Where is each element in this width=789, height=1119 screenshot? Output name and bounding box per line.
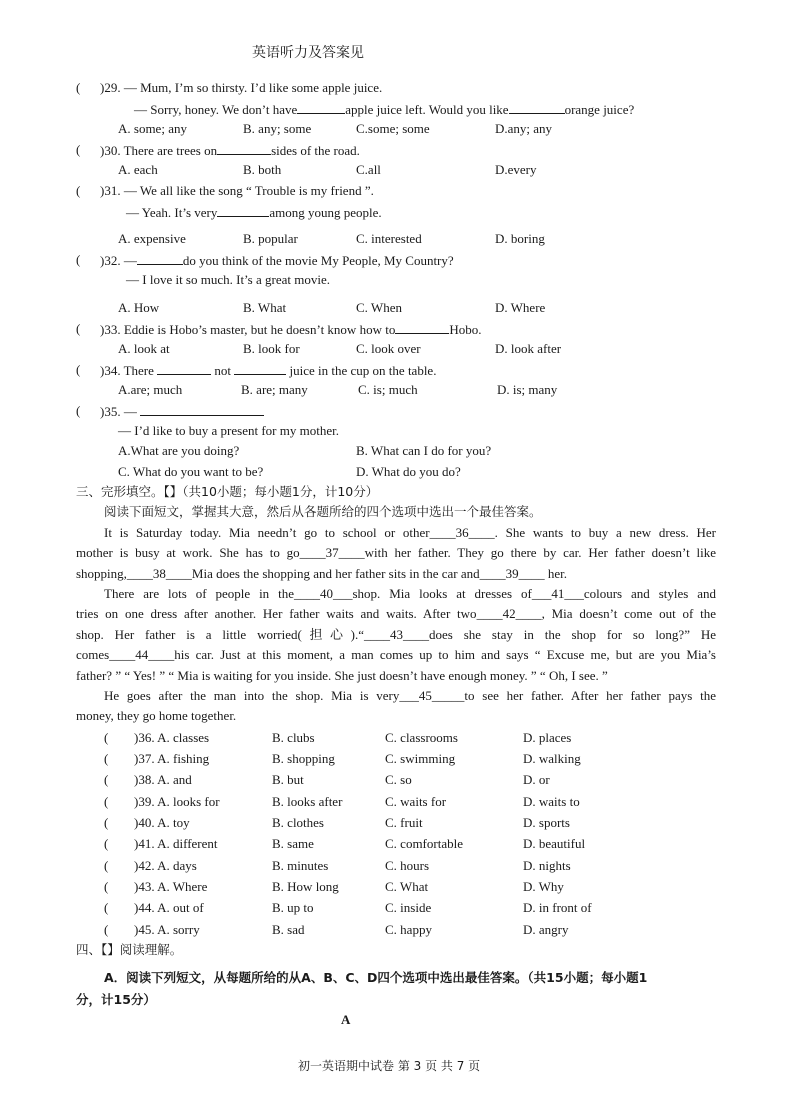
option-b: B. popular — [243, 231, 298, 246]
blank-number-43: ____43____ — [364, 627, 430, 642]
passage-text: It is Saturday today. Mia needn’t go to school or other — [104, 525, 430, 540]
blank-label: 40 — [320, 586, 333, 601]
option-d: D.any; any — [495, 121, 553, 136]
cloze-option-b: B. sad — [272, 922, 305, 937]
passage-text: her. — [547, 566, 568, 581]
blank-number-36: ____36____ — [429, 525, 495, 540]
passage-line — [76, 647, 716, 663]
question-31-reply — [126, 204, 382, 221]
cloze-option-a: )44. A. out of — [134, 900, 204, 915]
blank-label: 37 — [325, 545, 339, 560]
passage-line: money, they go home together. — [76, 708, 237, 723]
reply-part: among young people. — [269, 205, 382, 220]
option-c: C. interested — [356, 231, 422, 246]
option-d: D. What do you do? — [356, 464, 461, 479]
passage-line — [76, 606, 716, 622]
cloze-option-a: )42. A. days — [134, 858, 197, 873]
passage-text: There are lots of people in the — [104, 586, 294, 601]
passage-text: colours and styles and — [583, 586, 717, 601]
passage-text: He goes after the man into the shop. Mia is very — [104, 688, 400, 703]
cloze-option-d: D. angry — [523, 922, 569, 937]
cloze-option-b: B. How long — [272, 879, 339, 894]
cloze-paren: ( — [104, 730, 109, 745]
cloze-option-d: D. waits to — [523, 794, 580, 809]
cloze-option-b: B. but — [272, 772, 304, 787]
option-a: A. expensive — [118, 231, 186, 246]
passage-text: with her father. They go there by car. Her father doesn’t like — [364, 545, 716, 560]
option-a: A.What are you doing? — [118, 443, 240, 458]
passage-text: , Mia doesn’t come out of the — [541, 606, 716, 621]
option-a: A. look at — [118, 341, 170, 356]
answer-blank — [395, 321, 449, 334]
option-a: A. some; any — [118, 121, 187, 136]
passage-text: comes — [76, 647, 110, 662]
answer-blank — [137, 252, 183, 265]
option-b: B. both — [243, 162, 282, 177]
section-3-title: 三、完形填空。【】（共10小题；每小题1分，计10分） — [76, 484, 379, 499]
question-34-stem — [100, 362, 436, 379]
cloze-option-c: C. so — [385, 772, 412, 787]
option-b: B. are; many — [241, 382, 308, 397]
option-a: A. each — [118, 162, 158, 177]
stem-part: Hobo. — [449, 322, 482, 337]
question-35-reply: — I’d like to buy a present for my mother. — [118, 423, 339, 438]
reply-part: — Yeah. It’s very — [126, 205, 218, 220]
cloze-option-c: C. swimming — [385, 751, 456, 766]
question-31-paren: ( — [76, 183, 81, 198]
blank-number-40: ____40___ — [294, 586, 353, 601]
cloze-paren: ( — [104, 794, 109, 809]
blank-label: 44 — [135, 647, 149, 662]
cloze-option-a: )45. A. sorry — [134, 922, 200, 937]
option-c: C.all — [356, 162, 381, 177]
cloze-paren: ( — [104, 836, 109, 851]
blank-number-38: ____38____ — [126, 566, 192, 581]
passage-line — [104, 586, 716, 602]
blank-number-37: ____37____ — [299, 545, 365, 560]
page-header: 英语听力及答案见 — [252, 46, 364, 61]
question-29-stem: )29. — Mum, I’m so thirsty. I’d like some apple juice. — [100, 80, 383, 95]
option-d: D.every — [495, 162, 537, 177]
option-a: A.are; much — [118, 382, 183, 397]
cloze-option-b: B. clothes — [272, 815, 324, 830]
cloze-option-d: D. in front of — [523, 900, 592, 915]
option-b: B. What can I do for you? — [356, 443, 492, 458]
answer-blank — [217, 204, 269, 217]
cloze-option-d: D. walking — [523, 751, 581, 766]
question-30-paren: ( — [76, 142, 81, 157]
stem-part: )32. — — [100, 253, 137, 268]
cloze-option-a: )43. A. Where — [134, 879, 208, 894]
blank-number-45: ___45_____ — [399, 688, 465, 703]
option-d: D. Where — [495, 300, 546, 315]
reply-part: orange juice? — [564, 102, 635, 117]
passage-text: Mia does the shopping and her father sits in the car and — [191, 566, 480, 581]
passage-text: shopping, — [76, 566, 127, 581]
cloze-option-a: )41. A. different — [134, 836, 218, 851]
option-d: D. is; many — [497, 382, 558, 397]
cloze-option-a: )37. A. fishing — [134, 751, 210, 766]
blank-label: 36 — [455, 525, 469, 540]
option-b: B. any; some — [243, 121, 312, 136]
cloze-paren: ( — [104, 751, 109, 766]
passage-text: his car. Just at this moment, a man comes up to him and says “ Excuse me, but are you Mia’s — [174, 647, 716, 662]
cloze-option-b: B. minutes — [272, 858, 329, 873]
option-a: A. How — [118, 300, 160, 315]
stem-part: juice in the cup on the table. — [289, 363, 437, 378]
passage-line — [76, 566, 567, 582]
passage-text: to see her father. After her father pays the — [464, 688, 717, 703]
cloze-option-b: B. same — [272, 836, 314, 851]
passage-line: father? ” “ Yes! ” “ Mia is waiting for you inside. She just doesn’t have enough money. ” “ Oh, I see. ” — [76, 668, 608, 683]
section-4-title: 四、【】阅读理解。 — [76, 942, 183, 957]
blank-label: 39 — [505, 566, 519, 581]
page-footer: 初一英语期中试卷 第 3 页 共 7 页 — [298, 1059, 481, 1073]
cloze-paren: ( — [104, 879, 109, 894]
cloze-option-b: B. shopping — [272, 751, 335, 766]
cloze-option-c: C. waits for — [385, 794, 447, 809]
cloze-option-a: )39. A. looks for — [134, 794, 220, 809]
question-32-reply: — I love it so much. It’s a great movie. — [126, 272, 330, 287]
cloze-option-a: )40. A. toy — [134, 815, 190, 830]
cloze-paren: ( — [104, 922, 109, 937]
passage-line — [76, 627, 716, 643]
question-29-paren: ( — [76, 80, 81, 95]
answer-blank — [217, 142, 271, 155]
cloze-option-d: D. nights — [523, 858, 571, 873]
cloze-option-c: C. inside — [385, 900, 432, 915]
answer-blank — [157, 362, 211, 375]
passage-text: shop. Her father is a little worried(担心).“ — [76, 627, 365, 642]
section-3-instruction: 阅读下面短文，掌握其大意，然后从各题所给的四个选项中选出一个最佳答案。 — [104, 504, 542, 519]
cloze-option-c: C. hours — [385, 858, 430, 873]
option-d: D. look after — [495, 341, 562, 356]
option-c: C. What do you want to be? — [118, 464, 264, 479]
passage-line — [104, 525, 716, 541]
passage-text: . She wants to buy a new dress. Her — [494, 525, 717, 540]
blank-number-41: ___41___ — [531, 586, 584, 601]
question-35-paren: ( — [76, 403, 81, 418]
blank-number-39: ____39____ — [479, 566, 545, 581]
answer-blank — [234, 362, 286, 375]
option-c: C.some; some — [356, 121, 430, 136]
question-31-stem: )31. — We all like the song “ Trouble is my friend ”. — [100, 183, 374, 198]
answer-blank — [297, 101, 345, 114]
question-33-paren: ( — [76, 321, 81, 336]
reply-part: apple juice left. Would you like — [345, 102, 509, 117]
cloze-option-d: D. Why — [523, 879, 564, 894]
blank-label: 42 — [502, 606, 516, 621]
cloze-option-b: B. looks after — [272, 794, 343, 809]
question-32-paren: ( — [76, 252, 81, 267]
question-35-stem — [100, 403, 264, 420]
passage-text: tries on one dress after another. Her father waits and waits. After two — [76, 606, 477, 621]
option-c: C. look over — [356, 341, 421, 356]
cloze-option-d: D. sports — [523, 815, 570, 830]
stem-part: )30. There are trees on — [100, 143, 218, 158]
cloze-option-a: )36. A. classes — [134, 730, 210, 745]
cloze-option-c: C. fruit — [385, 815, 423, 830]
passage-text: does she stay in the shop for so long?” He — [429, 627, 716, 642]
blank-number-44: ____44____ — [109, 647, 175, 662]
answer-blank — [509, 101, 565, 114]
cloze-option-d: D. beautiful — [523, 836, 586, 851]
question-34-paren: ( — [76, 362, 81, 377]
blank-label: 45 — [418, 688, 432, 703]
section-4-instruction-cont: 分，计15分） — [76, 992, 156, 1007]
stem-part: do you think of the movie My People, My Country? — [182, 253, 454, 268]
blank-label: 43 — [390, 627, 404, 642]
option-b: B. What — [243, 300, 287, 315]
stem-part: not — [214, 363, 232, 378]
blank-number-42: ____42____ — [476, 606, 542, 621]
question-30-stem — [100, 142, 360, 159]
cloze-paren: ( — [104, 772, 109, 787]
cloze-option-c: C. classrooms — [385, 730, 458, 745]
question-29-reply — [134, 101, 634, 118]
passage-label: A — [341, 1012, 351, 1027]
option-c: C. is; much — [358, 382, 418, 397]
stem-part: )33. Eddie is Hobo’s master, but he doesn’t know how to — [100, 322, 396, 337]
cloze-option-c: C. happy — [385, 922, 432, 937]
question-33-stem — [100, 321, 481, 338]
cloze-option-c: C. comfortable — [385, 836, 463, 851]
cloze-paren: ( — [104, 858, 109, 873]
question-32-stem — [100, 252, 454, 269]
cloze-option-d: D. places — [523, 730, 572, 745]
passage-line — [76, 545, 716, 561]
passage-text: mother is busy at work. She has to go — [76, 545, 300, 560]
stem-part: )34. There — [100, 363, 154, 378]
cloze-option-b: B. up to — [272, 900, 314, 915]
blank-label: 41 — [551, 586, 565, 601]
passage-line — [104, 688, 716, 704]
option-c: C. When — [356, 300, 402, 315]
cloze-option-a: )38. A. and — [134, 772, 192, 787]
cloze-option-c: C. What — [385, 879, 429, 894]
answer-blank — [140, 403, 264, 416]
blank-label: 38 — [152, 566, 166, 581]
cloze-paren: ( — [104, 815, 109, 830]
stem-part: )35. — — [100, 404, 137, 419]
cloze-paren: ( — [104, 900, 109, 915]
passage-text: shop. Mia looks at dresses of — [352, 586, 532, 601]
option-d: D. boring — [495, 231, 545, 246]
stem-part: sides of the road. — [271, 143, 360, 158]
cloze-option-d: D. or — [523, 772, 550, 787]
option-b: B. look for — [243, 341, 300, 356]
section-4-instruction: A．阅读下列短文，从每题所给的从A、B、C、D四个选项中选出最佳答案。（共15小题；每小题1 — [104, 970, 648, 985]
cloze-option-b: B. clubs — [272, 730, 315, 745]
reply-part: — Sorry, honey. We don’t have — [134, 102, 298, 117]
